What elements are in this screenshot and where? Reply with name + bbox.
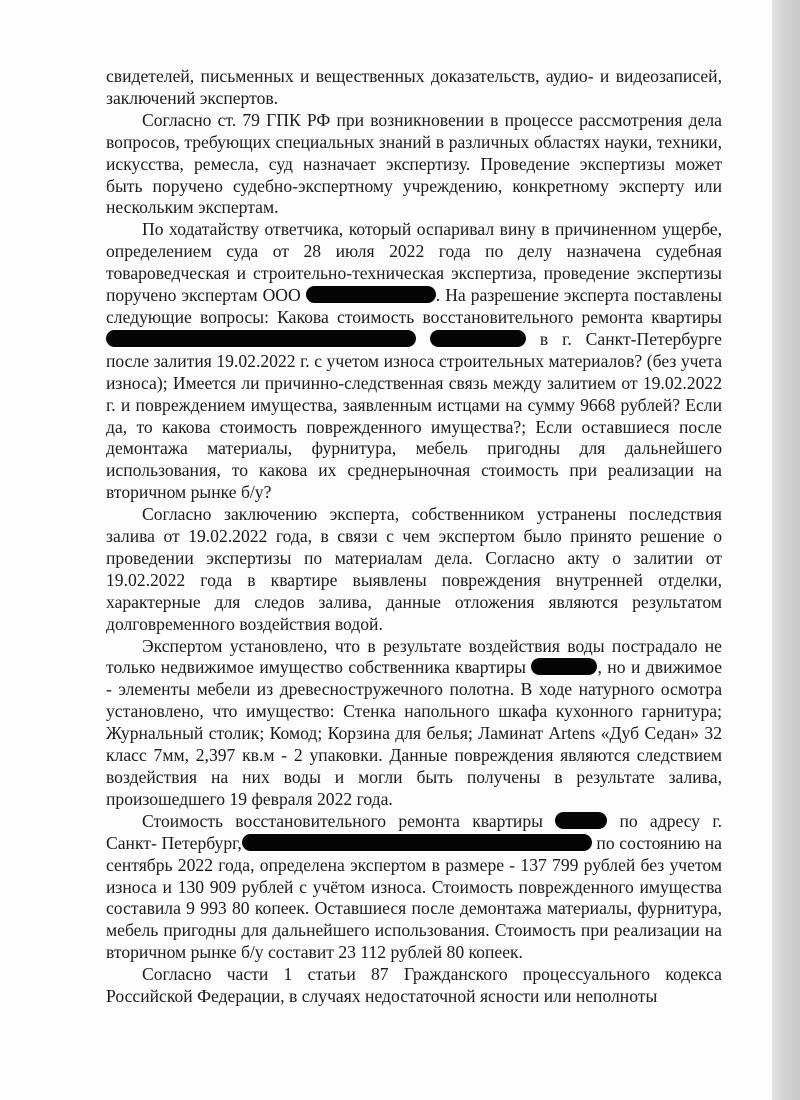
redaction-block [106, 330, 416, 347]
paragraph-2: Согласно ст. 79 ГПК РФ при возникновении в процессе рассмотрения дела вопросов, требующих специальных знаний в различных областях науки, техники, искусства, ремесла, суд назначает экспертизу. Проведение экспертизы может быть поручено судебно-экспертному учреждению, конкретному эксперту или нескольким экспертам. [106, 109, 722, 218]
paragraph-3: По ходатайству ответчика, который оспаривал вину в причиненном ущербе, определением суда от 28 июля 2022 года по делу назначена судебная товароведческая и строительно-техническая экспертиза, проведение экспертизы поручено экспертам ООО . На разрешение эксперта поставлены следующие вопросы: Какова стоимость восстановительного ремонта квартиры в г. Санкт-Петербурге после залития 19.02.2022 г. с учетом износа строительных материалов? (без учета износа); Имеется ли причинно-следственная связь между залитием от 19.02.2022 г. и повреждением имущества, заявленным истцами на сумму 9668 рублей? Если да, то какова стоимость поврежденного имущества?; Если оставшиеся после демонтажа материалы, фурнитура, мебель пригодны для дальнейшего использования, то какова их среднерыночная стоимость при реализации на вторичном рынке б/у? [106, 219, 722, 503]
paragraph-1: свидетелей, письменных и вещественных доказательств, аудио- и видеозаписей, заключений экспертов. [106, 66, 722, 108]
document-body [106, 66, 722, 1008]
page-stack-edge [772, 0, 800, 1100]
paragraph-6: Стоимость восстановительного ремонта квартиры по адресу г. Санкт- Петербург, по состоянию на сентябрь 2022 года, определена экспертом в размере - 137 799 рублей без учетом износа и 130 909 рублей с учётом износа. Стоимость поврежденного имущества составила 9 993 80 копеек. Оставшиеся после демонтажа материалы, фурнитура, мебель пригодны для дальнейшего использования. Стоимость при реализации на вторичном рынке б/у составит 23 112 рублей 80 копеек. [106, 810, 722, 963]
paragraph-7: Согласно части 1 статьи 87 Гражданского процессуального кодекса Российской Федерации, в случаях недостаточной ясности или неполноты [106, 964, 722, 1007]
redaction-block [306, 286, 436, 303]
paragraph-4: Согласно заключению эксперта, собственником устранены последствия залива от 19.02.2022 года, в связи с чем экспертом было принято решение о проведении экспертизы по материалам дела. Согласно акту о залитии от 19.02.2022 года в квартире выявлены повреждения внутренней отделки, характерные для следов залива, данные отложения являются результатом долговременного воздействия водой. [106, 504, 722, 634]
redaction-block [531, 658, 597, 675]
redaction-block [430, 330, 526, 347]
redaction-block [555, 812, 607, 829]
paragraph-5: Экспертом установлено, что в результате воздействия воды пострадало не только недвижимое имущество собственника квартиры , но и движимое - элементы мебели из древесностружечного полотна. В ходе натурного осмотра установлено, что имущество: Стенка напольного шкафа кухонного гарнитура; Журнальный столик; Комод; Корзина для белья; Ламинат Artens «Дуб Седан» 32 класс 7мм, 2,397 кв.м - 2 упаковки. Данные повреждения являются следствием воздействия на них воды и могли быть получены в результате залива, произошедшего 19 февраля 2022 года. [106, 635, 723, 809]
redaction-block [242, 834, 592, 851]
